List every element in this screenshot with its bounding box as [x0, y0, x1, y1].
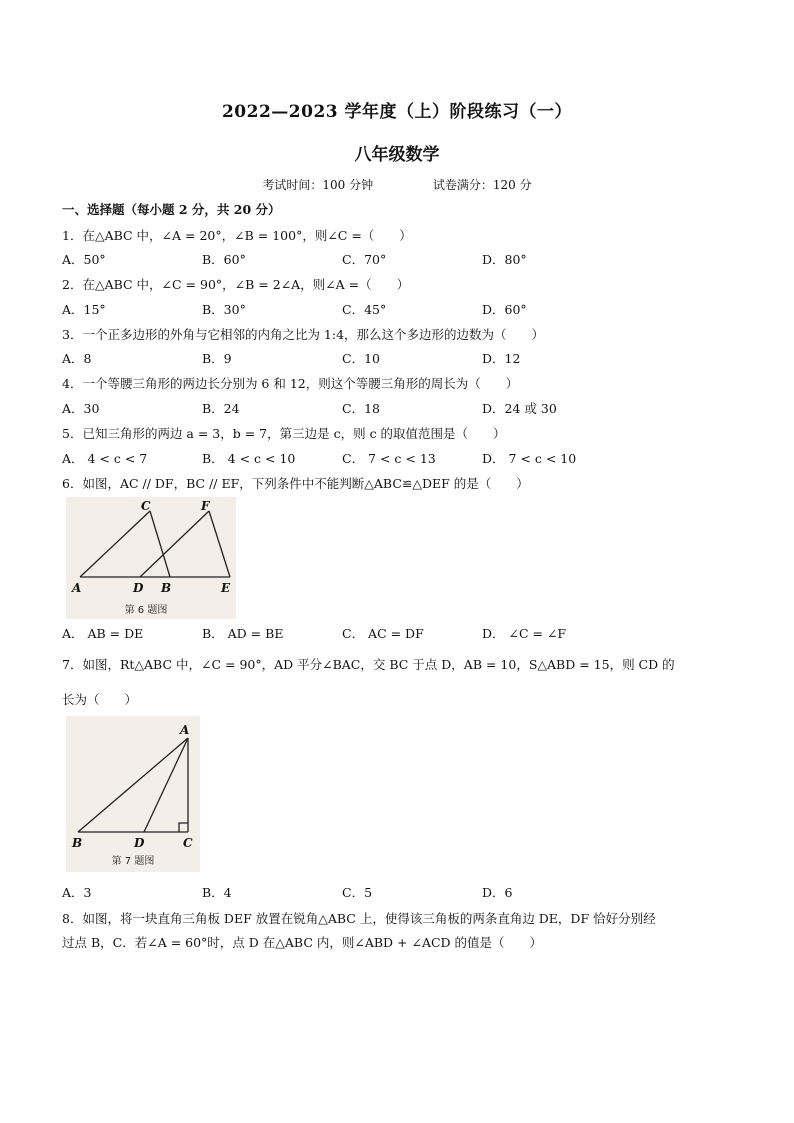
- question-3-stem: 3．一个正多边形的外角与它相邻的内角之比为 1:4，那么这个多边形的边数为（ ）: [62, 327, 545, 342]
- option-c: C．18: [342, 401, 380, 416]
- option-c: C．70°: [342, 252, 387, 267]
- option-d: D．24 或 30: [482, 401, 557, 416]
- option-c: C． AC = DF: [342, 626, 424, 641]
- option-a: A． AB = DE: [62, 626, 144, 641]
- option-c: C．5: [342, 885, 373, 900]
- question-6-figure: [66, 497, 236, 619]
- option-b: B． 4 < c < 10: [202, 451, 296, 466]
- label-a: A: [72, 581, 82, 595]
- question-7-stem: 7．如图，Rt△ABC 中，∠C = 90°，AD 平分∠BAC，交 BC 于点 D，AB = 10，S△ABD = 15，则 CD 的: [62, 657, 675, 672]
- question-5-stem: 5．已知三角形的两边 a = 3，b = 7，第三边是 c，则 c 的取值范围是（ ）: [62, 426, 506, 441]
- exam-score: 试卷满分：120 分: [432, 178, 532, 192]
- question-7-figure: [66, 716, 200, 872]
- option-d: D． ∠C = ∠F: [482, 626, 567, 641]
- question-6-stem: 6．如图，AC // DF，BC // EF，下列条件中不能判断△ABC≌△DEF 的是（ ）: [62, 476, 529, 491]
- option-a: A．8: [62, 351, 92, 366]
- figure-7-caption: 第 7 题图: [111, 856, 155, 867]
- figure-6-caption: 第 6 题图: [124, 605, 168, 616]
- label-a: A: [180, 723, 190, 737]
- question-8-stem: 8．如图，将一块直角三角板 DEF 放置在锐角△ABC 上，使得该三角板的两条直角边 DE，DF 恰好分别经: [62, 911, 656, 926]
- question-4-stem: 4．一个等腰三角形的两边长分别为 6 和 12，则这个等腰三角形的周长为（ ）: [62, 376, 519, 391]
- option-b: B．60°: [202, 252, 246, 267]
- option-d: D． 7 < c < 10: [482, 451, 577, 466]
- label-d: D: [133, 581, 144, 595]
- option-d: D．6: [482, 885, 513, 900]
- label-b: B: [161, 581, 172, 595]
- option-a: A．3: [62, 885, 92, 900]
- question-7-stem-cont: 长为（ ）: [62, 692, 138, 707]
- label-f: F: [201, 499, 210, 513]
- exam-time: 考试时间：100 分钟: [262, 178, 374, 192]
- question-2-stem: 2．在△ABC 中，∠C = 90°，∠B = 2∠A，则∠A =（ ）: [62, 277, 410, 292]
- label-c: C: [141, 499, 151, 513]
- option-a: A．50°: [62, 252, 106, 267]
- label-b: B: [72, 836, 83, 850]
- option-d: D．12: [482, 351, 521, 366]
- option-b: B．4: [202, 885, 232, 900]
- option-d: D．60°: [482, 302, 527, 317]
- label-e: E: [221, 581, 231, 595]
- triangle-figure-6: [66, 497, 236, 619]
- exam-title: 2022—2023 学年度（上）阶段练习（一）: [221, 102, 573, 122]
- exam-subtitle: 八年级数学: [354, 145, 440, 165]
- option-b: B．9: [202, 351, 232, 366]
- question-1-stem: 1．在△ABC 中，∠A = 20°，∠B = 100°，则∠C =（ ）: [62, 228, 412, 243]
- label-c: C: [183, 836, 193, 850]
- option-a: A．15°: [62, 302, 106, 317]
- option-a: A．30: [62, 401, 100, 416]
- option-c: C．10: [342, 351, 380, 366]
- option-c: C． 7 < c < 13: [342, 451, 436, 466]
- option-b: B．30°: [202, 302, 246, 317]
- label-d: D: [134, 836, 145, 850]
- option-b: B．24: [202, 401, 240, 416]
- option-b: B． AD = BE: [202, 626, 284, 641]
- exam-meta: [0, 176, 794, 193]
- option-a: A． 4 < c < 7: [62, 451, 148, 466]
- section-heading: 一、选择题（每小题 2 分，共 20 分）: [62, 202, 281, 217]
- triangle-figure-7: [66, 716, 200, 872]
- option-d: D．80°: [482, 252, 527, 267]
- question-8-stem-cont: 过点 B，C．若∠A = 60°时，点 D 在△ABC 内，则∠ABD + ∠ACD 的值是（ ）: [62, 935, 543, 950]
- option-c: C．45°: [342, 302, 387, 317]
